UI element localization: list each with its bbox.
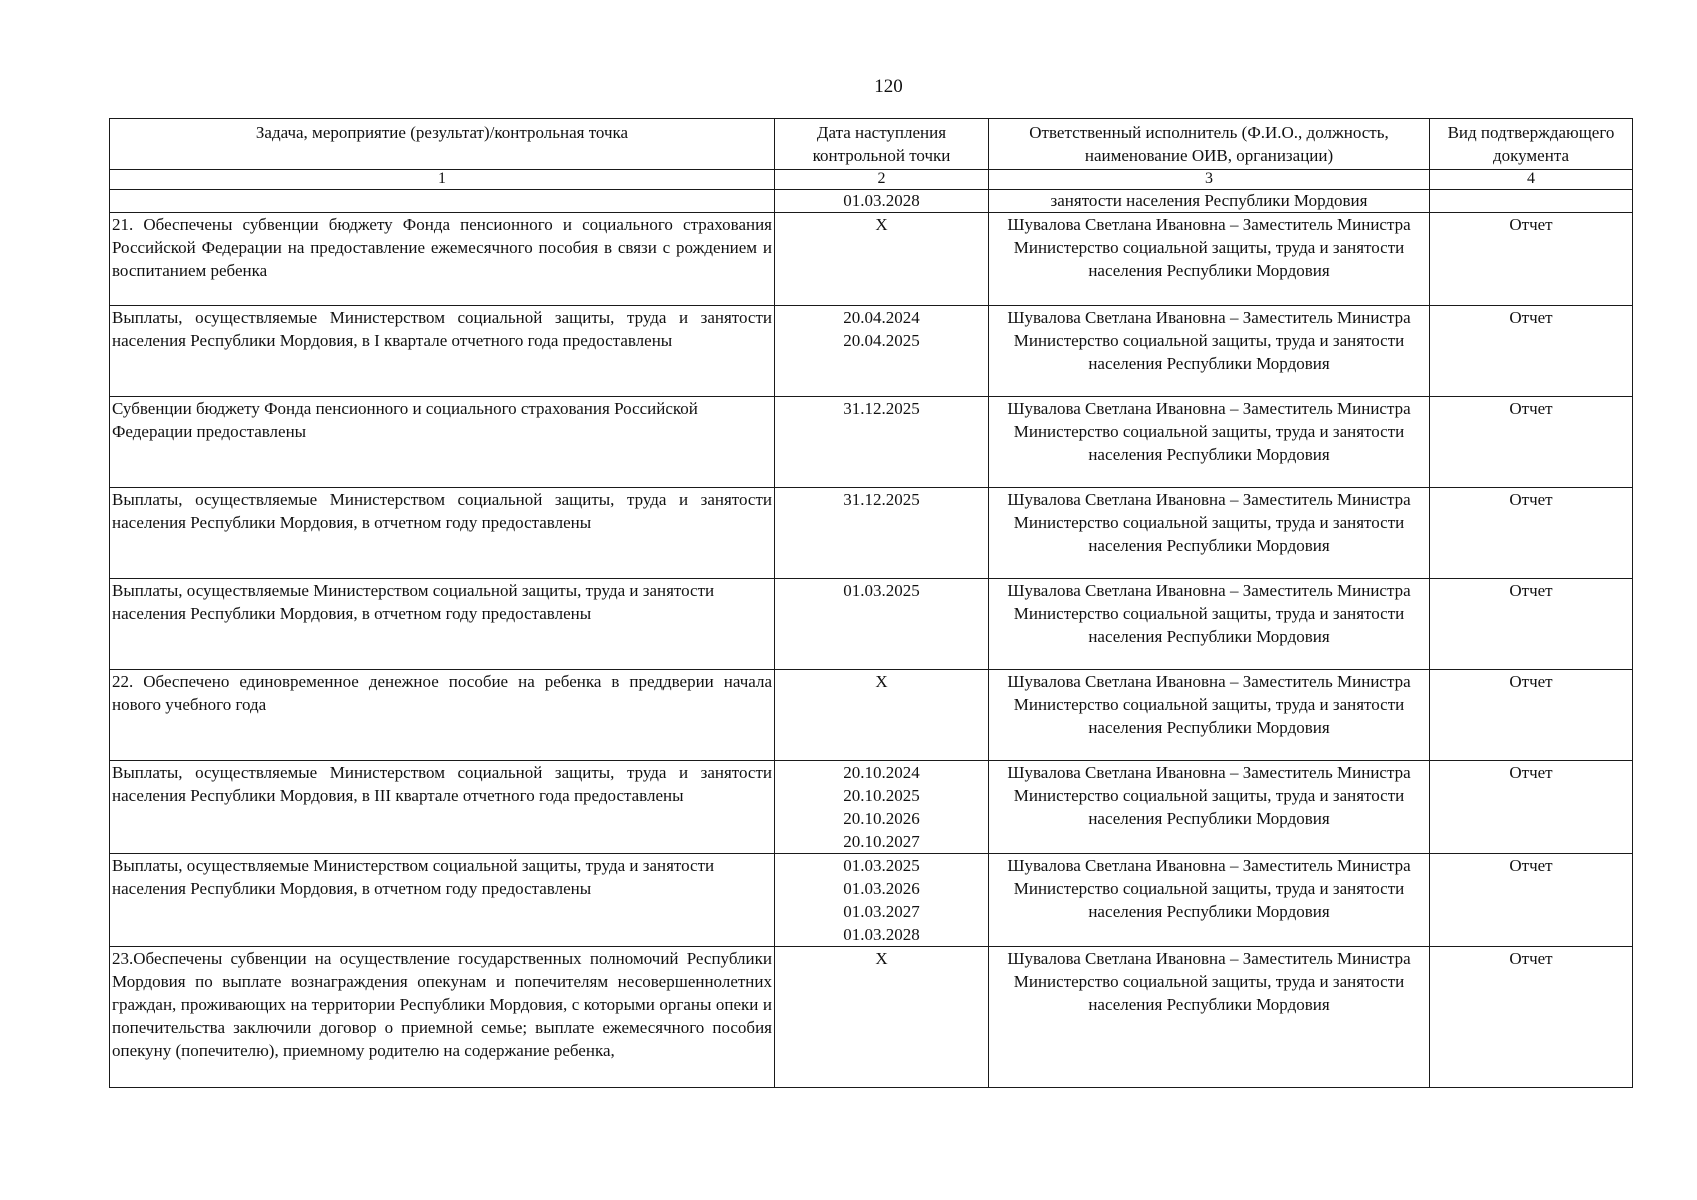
column-number: 1 [110, 170, 775, 190]
column-number: 2 [775, 170, 989, 190]
responsible-organization: Министерство социальной защиты, труда и занятости населения Республики Мордовия [1013, 786, 1405, 828]
table-row [110, 488, 1633, 579]
responsible-cell [989, 488, 1430, 579]
task-cell [110, 190, 775, 213]
responsible-organization: Министерство социальной защиты, труда и занятости населения Республики Мордовия [1013, 879, 1405, 921]
page-number: 120 [874, 76, 903, 97]
task-cell: Выплаты, осуществляемые Министерством социальной защиты, труда и занятости населения Республики Мордовия, в I квартале отчетного года предоставлены [110, 306, 775, 397]
date-cell [775, 854, 989, 947]
responsible-cell [989, 579, 1430, 670]
date-value: 20.10.2025 [843, 786, 920, 805]
task-cell: 23.Обеспечены субвенции на осуществление государственных полномочий Республики Мордовия по выплате вознаграждения опекунам и попечителям несовершеннолетних граждан, проживающих на территории Республики Мордовия, с которыми органы опеки и попечительства заключили договор о приемной семье; выплате ежемесячного пособия опекуну (попечителю), приемному родителю на содержание ребенка, [110, 947, 775, 1088]
responsible-organization: Министерство социальной защиты, труда и занятости населения Республики Мордовия [1013, 238, 1405, 280]
header-date: Дата наступления контрольной точки [775, 119, 989, 170]
table-row [110, 670, 1633, 761]
responsible-organization: Министерство социальной защиты, труда и занятости населения Республики Мордовия [1013, 695, 1405, 737]
responsible-person: Шувалова Светлана Ивановна – Заместитель Министра [1007, 763, 1411, 782]
date-cell [775, 306, 989, 397]
table-row [110, 397, 1633, 488]
document-cell: Отчет [1430, 213, 1633, 306]
document-cell: Отчет [1430, 397, 1633, 488]
date-value: 01.03.2026 [843, 879, 920, 898]
date-cell [775, 579, 989, 670]
control-points-table [109, 118, 1633, 1088]
date-value: 01.03.2028 [843, 925, 920, 944]
date-cell: 01.03.2028 [775, 190, 989, 213]
task-cell: Субвенции бюджету Фонда пенсионного и социального страхования Российской Федерации предоставлены [110, 397, 775, 488]
task-cell: 21. Обеспечены субвенции бюджету Фонда пенсионного и социального страхования Российской Федерации на предоставление ежемесячного пособия в связи с рождением и воспитанием ребенка [110, 213, 775, 306]
table-row [110, 213, 1633, 306]
responsible-person: Шувалова Светлана Ивановна – Заместитель Министра [1007, 581, 1411, 600]
date-value: 31.12.2025 [843, 490, 920, 509]
responsible-cell: занятости населения Республики Мордовия [989, 190, 1430, 213]
date-value: 01.03.2025 [843, 856, 920, 875]
header-task: Задача, мероприятие (результат)/контрольная точка [110, 119, 775, 170]
responsible-person: Шувалова Светлана Ивановна – Заместитель Министра [1007, 856, 1411, 875]
responsible-person: Шувалова Светлана Ивановна – Заместитель Министра [1007, 490, 1411, 509]
responsible-person: Шувалова Светлана Ивановна – Заместитель Министра [1007, 215, 1411, 234]
responsible-organization: Министерство социальной защиты, труда и занятости населения Республики Мордовия [1013, 972, 1405, 1014]
task-cell: Выплаты, осуществляемые Министерством социальной защиты, труда и занятости населения Республики Мордовия, в отчетном году предоставлены [110, 488, 775, 579]
document-cell: Отчет [1430, 670, 1633, 761]
responsible-cell [989, 397, 1430, 488]
date-cell [775, 761, 989, 854]
table-header-row [110, 119, 1633, 170]
responsible-organization: Министерство социальной защиты, труда и занятости населения Республики Мордовия [1013, 604, 1405, 646]
table-row [110, 579, 1633, 670]
task-cell: 22. Обеспечено единовременное денежное пособие на ребенка в преддверии начала нового учебного года [110, 670, 775, 761]
document-cell: Отчет [1430, 947, 1633, 1088]
responsible-person: Шувалова Светлана Ивановна – Заместитель Министра [1007, 949, 1411, 968]
responsible-person: Шувалова Светлана Ивановна – Заместитель Министра [1007, 308, 1411, 327]
table-row [110, 947, 1633, 1088]
date-value: X [875, 672, 888, 691]
responsible-organization: Министерство социальной защиты, труда и занятости населения Республики Мордовия [1013, 422, 1405, 464]
document-cell: Отчет [1430, 854, 1633, 947]
header-document: Вид подтверждающего документа [1430, 119, 1633, 170]
column-number: 3 [989, 170, 1430, 190]
date-value: X [875, 949, 888, 968]
date-value: 20.10.2027 [843, 832, 920, 851]
responsible-cell [989, 947, 1430, 1088]
date-cell [775, 670, 989, 761]
responsible-person: Шувалова Светлана Ивановна – Заместитель Министра [1007, 399, 1411, 418]
date-value: 20.10.2024 [843, 763, 920, 782]
date-value: 01.03.2027 [843, 902, 920, 921]
document-cell: Отчет [1430, 488, 1633, 579]
task-cell: Выплаты, осуществляемые Министерством социальной защиты, труда и занятости населения Республики Мордовия, в отчетном году предоставлены [110, 579, 775, 670]
responsible-organization: Министерство социальной защиты, труда и занятости населения Республики Мордовия [1013, 513, 1405, 555]
column-number: 4 [1430, 170, 1633, 190]
responsible-cell [989, 854, 1430, 947]
date-value: 20.10.2026 [843, 809, 920, 828]
date-value: X [875, 215, 888, 234]
document-cell: Отчет [1430, 306, 1633, 397]
document-cell: Отчет [1430, 579, 1633, 670]
date-cell [775, 397, 989, 488]
continuation-row [110, 190, 1633, 213]
table-row [110, 761, 1633, 854]
date-value: 20.04.2025 [843, 331, 920, 350]
document-cell [1430, 190, 1633, 213]
date-cell [775, 947, 989, 1088]
date-cell [775, 488, 989, 579]
task-cell: Выплаты, осуществляемые Министерством социальной защиты, труда и занятости населения Республики Мордовия, в отчетном году предоставлены [110, 854, 775, 947]
responsible-cell [989, 670, 1430, 761]
task-cell: Выплаты, осуществляемые Министерством социальной защиты, труда и занятости населения Республики Мордовия, в III квартале отчетного года предоставлены [110, 761, 775, 854]
table-row [110, 854, 1633, 947]
responsible-person: Шувалова Светлана Ивановна – Заместитель Министра [1007, 672, 1411, 691]
date-value: 01.03.2025 [843, 581, 920, 600]
responsible-cell [989, 306, 1430, 397]
date-value: 31.12.2025 [843, 399, 920, 418]
responsible-cell [989, 761, 1430, 854]
date-cell [775, 213, 989, 306]
responsible-organization: Министерство социальной защиты, труда и занятости населения Республики Мордовия [1013, 331, 1405, 373]
column-number-row [110, 170, 1633, 190]
date-value: 20.04.2024 [843, 308, 920, 327]
table-row [110, 306, 1633, 397]
document-cell: Отчет [1430, 761, 1633, 854]
responsible-cell [989, 213, 1430, 306]
header-responsible: Ответственный исполнитель (Ф.И.О., должность, наименование ОИВ, организации) [989, 119, 1430, 170]
